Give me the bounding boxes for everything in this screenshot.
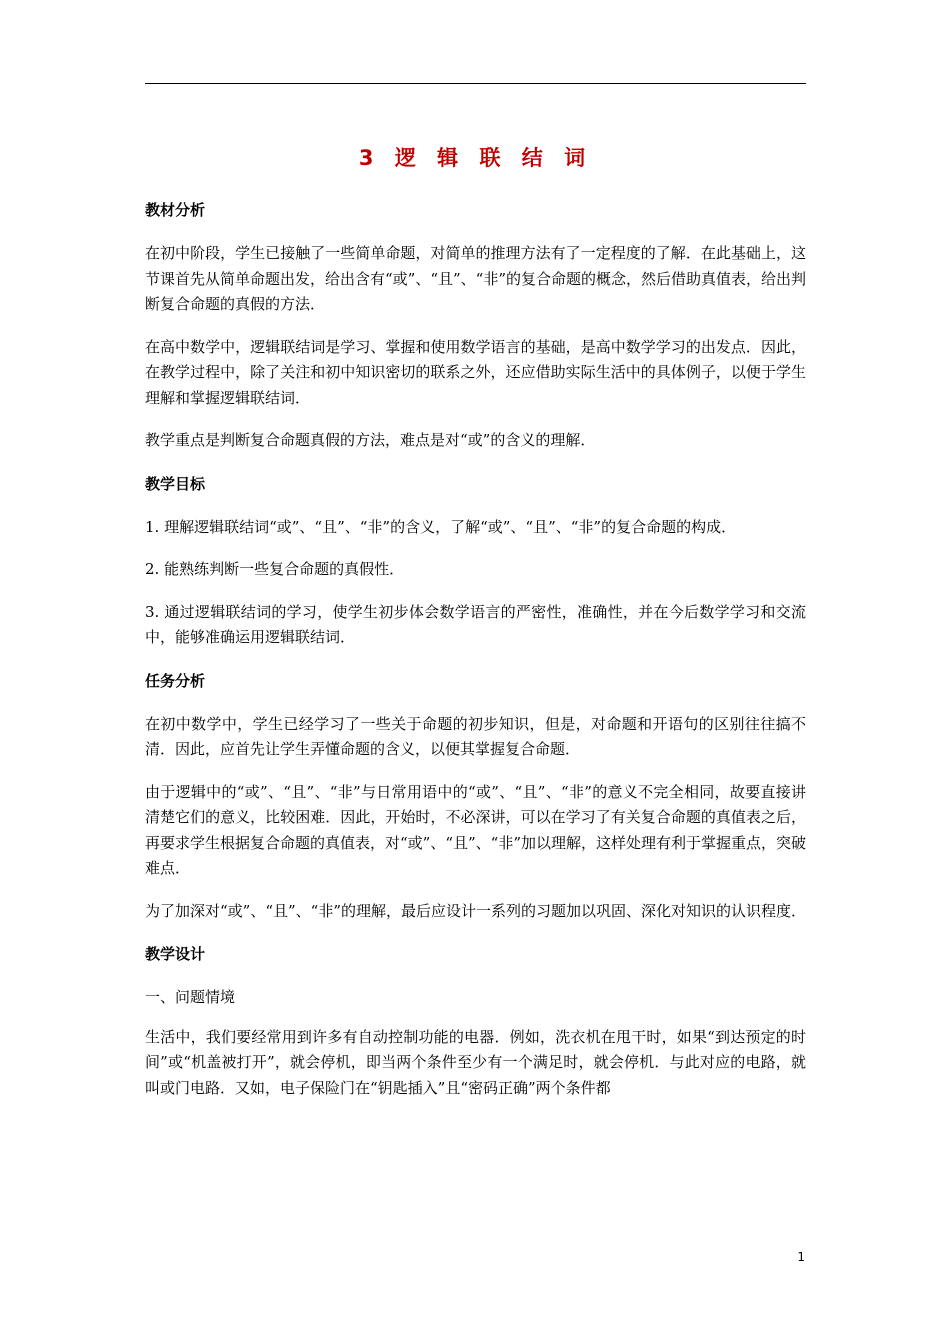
paragraph: 在初中数学中，学生已经学习了一些关于命题的初步知识，但是，对命题和开语句的区别往往搞不清．因此，应首先让学生弄懂命题的含义，以便其掌握复合命题． (145, 714, 806, 758)
subsection-heading: 一、问题情境 (145, 988, 236, 1006)
section-heading-design: 教学设计 (145, 945, 206, 963)
section-heading-analysis: 教材分析 (145, 201, 206, 219)
header-rule (145, 83, 806, 84)
paragraph: 在初中阶段，学生已接触了一些简单命题，对简单的推理方法有了一定程度的了解．在此基础上，这节课首先从简单命题出发，给出含有“或”、“且”、“非”的复合命题的概念，然后借助真值表，给出判断复合命题的真假的方法． (145, 244, 807, 313)
document-body (145, 140, 806, 1118)
section-heading-task: 任务分析 (145, 671, 206, 690)
page-number: 1 (797, 1250, 805, 1264)
goal-item: 1. 理解逻辑联结词“或”、“且”、“非”的含义，了解“或”、“且”、“非”的复合命题的构成． (145, 517, 737, 536)
page-title: 3 逻 辑 联 结 词 (358, 146, 593, 170)
section-heading-goals: 教学目标 (145, 474, 206, 493)
paragraph: 教学重点是判断复合命题真假的方法，难点是对“或”的含义的理解． (145, 431, 596, 449)
paragraph: 由于逻辑中的“或”、“且”、“非”与日常用语中的“或”、“且”、“非”的意义不完全相同，故要直接讲清楚它们的意义，比较困难．因此，开始时，不必深讲，可以在学习了有关复合命题的真值表之后，再要求学生根据复合命题的真值表，对“或”、“且”、“非”加以理解，这样处理有利于掌握重点，突破难点． (145, 782, 807, 877)
goal-item: 2. 能熟练判断一些复合命题的真假性． (145, 560, 405, 578)
paragraph: 生活中，我们要经常用到许多有自动控制功能的电器．例如，洗衣机在甩干时，如果“到达预定的时间”或“机盖被打开”，就会停机，即当两个条件至少有一个满足时，就会停机．与此对应的电路，就叫或门电路．又如，电子保险门在“钥匙插入”且“密码正确”两个条件都 (145, 1027, 806, 1097)
paragraph: 在高中数学中，逻辑联结词是学习、掌握和使用数学语言的基础，是高中数学学习的出发点．因此，在教学过程中，除了关注和初中知识密切的联系之外，还应借助实际生活中的具体例子，以便于学生理解和掌握逻辑联结词． (145, 337, 806, 407)
goal-item: 3. 通过逻辑联结词的学习，使学生初步体会数学语言的严密性，准确性，并在今后数学学习和交流中，能够准确运用逻辑联结词． (145, 602, 806, 646)
paragraph: 为了加深对“或”、“且”、“非”的理解，最后应设计一系列的习题加以巩固、深化对知识的认识程度． (145, 901, 807, 920)
